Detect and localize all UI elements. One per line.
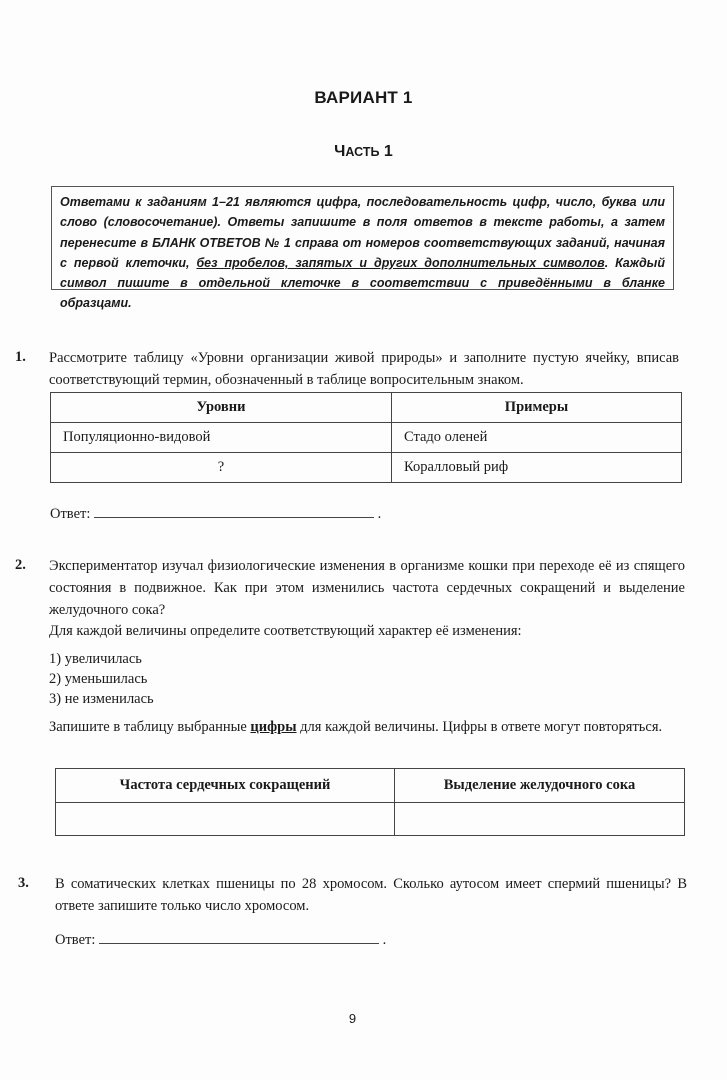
table-row <box>51 423 682 453</box>
notice-text: . Каждый символ пишите в отдельной клеточке в соответствии с приведёнными в бланке образцами. <box>60 255 665 311</box>
write-text: Запишите в таблицу выбранные <box>49 719 251 735</box>
table-header: Уровни <box>51 393 392 423</box>
table-cell-unknown: ? <box>51 453 392 483</box>
question-text: В соматических клетках пшеницы по 28 хромосом. Сколько аутосом имеет спермий пшеницы? В ответе запишите только число хромосом. <box>55 876 687 914</box>
answer-row <box>55 929 386 949</box>
answer-label: Ответ: <box>55 932 96 948</box>
table-cell: Коралловый риф <box>392 453 682 483</box>
table-header: Выделение желудочного сока <box>395 769 685 803</box>
instructions-box <box>51 186 674 311</box>
part-title-initial: Ч <box>334 143 346 160</box>
table-row <box>51 453 682 483</box>
variant-title: ВАРИАНТ 1 <box>314 88 413 107</box>
option-item: 1) увеличилась <box>49 651 142 667</box>
levels-table <box>50 392 682 483</box>
gastric-juice-answer-cell[interactable] <box>395 803 685 836</box>
option-item: 3) не изменилась <box>49 691 154 707</box>
question-number: 2. <box>15 557 26 573</box>
answer-label: Ответ: <box>50 506 91 522</box>
question-number: 3. <box>18 875 29 891</box>
notice-text: Ответами к заданиям 1–21 являются цифра, последовательность цифр, число, буква или слово (словосочетание). Ответы запишите в поля ответов в тексте работы, а затем перенесите в <box>60 195 665 250</box>
table-row <box>56 803 685 836</box>
answer-end: . <box>377 506 382 522</box>
page-number: 9 <box>348 1011 357 1026</box>
part-title <box>0 143 727 161</box>
write-emphasis: цифры <box>250 719 297 735</box>
notice-underlined: без пробелов, запятых и других дополнительных символов <box>196 255 605 270</box>
heart-rate-answer-cell[interactable] <box>56 803 395 836</box>
notice-text: справа от номеров соответствующих заданий, начиная с первой клеточки, <box>60 235 665 270</box>
answer-end: . <box>382 932 387 948</box>
table-cell: Популяционно-видовой <box>51 423 392 453</box>
question-instruction: Для каждой величины определите соответствующий характер её изменения: <box>49 623 522 639</box>
options-list <box>49 649 154 709</box>
notice-answer-sheet: БЛАНК ОТВЕТОВ № 1 <box>152 235 291 250</box>
answer-table <box>55 768 685 836</box>
answer-row <box>50 503 381 523</box>
question-text: Рассмотрите таблицу «Уровни организации живой природы» и заполните пустую ячейку, вписав соответствующий термин, обозначенный в таблице вопросительным знаком. <box>49 350 679 388</box>
answer-field[interactable] <box>99 929 379 944</box>
option-item: 2) уменьшилась <box>49 671 148 687</box>
question-text: Экспериментатор изучал физиологические изменения в организме кошки при переходе её из спящего состояния в подвижное. Как при этом изменились частота сердечных сокращений и выделение желудочного сока? <box>49 558 685 618</box>
answer-field[interactable] <box>94 503 374 518</box>
table-cell: Стадо оленей <box>392 423 682 453</box>
write-text: для каждой величины. Цифры в ответе могут повторяться. <box>296 719 663 735</box>
question-number: 1. <box>15 349 26 365</box>
table-header: Примеры <box>392 393 682 423</box>
table-header: Частота сердечных сокращений <box>56 769 395 803</box>
part-title-smallcaps: АСТЬ <box>345 145 380 159</box>
part-title-number: 1 <box>379 143 393 160</box>
write-instruction <box>49 716 685 738</box>
